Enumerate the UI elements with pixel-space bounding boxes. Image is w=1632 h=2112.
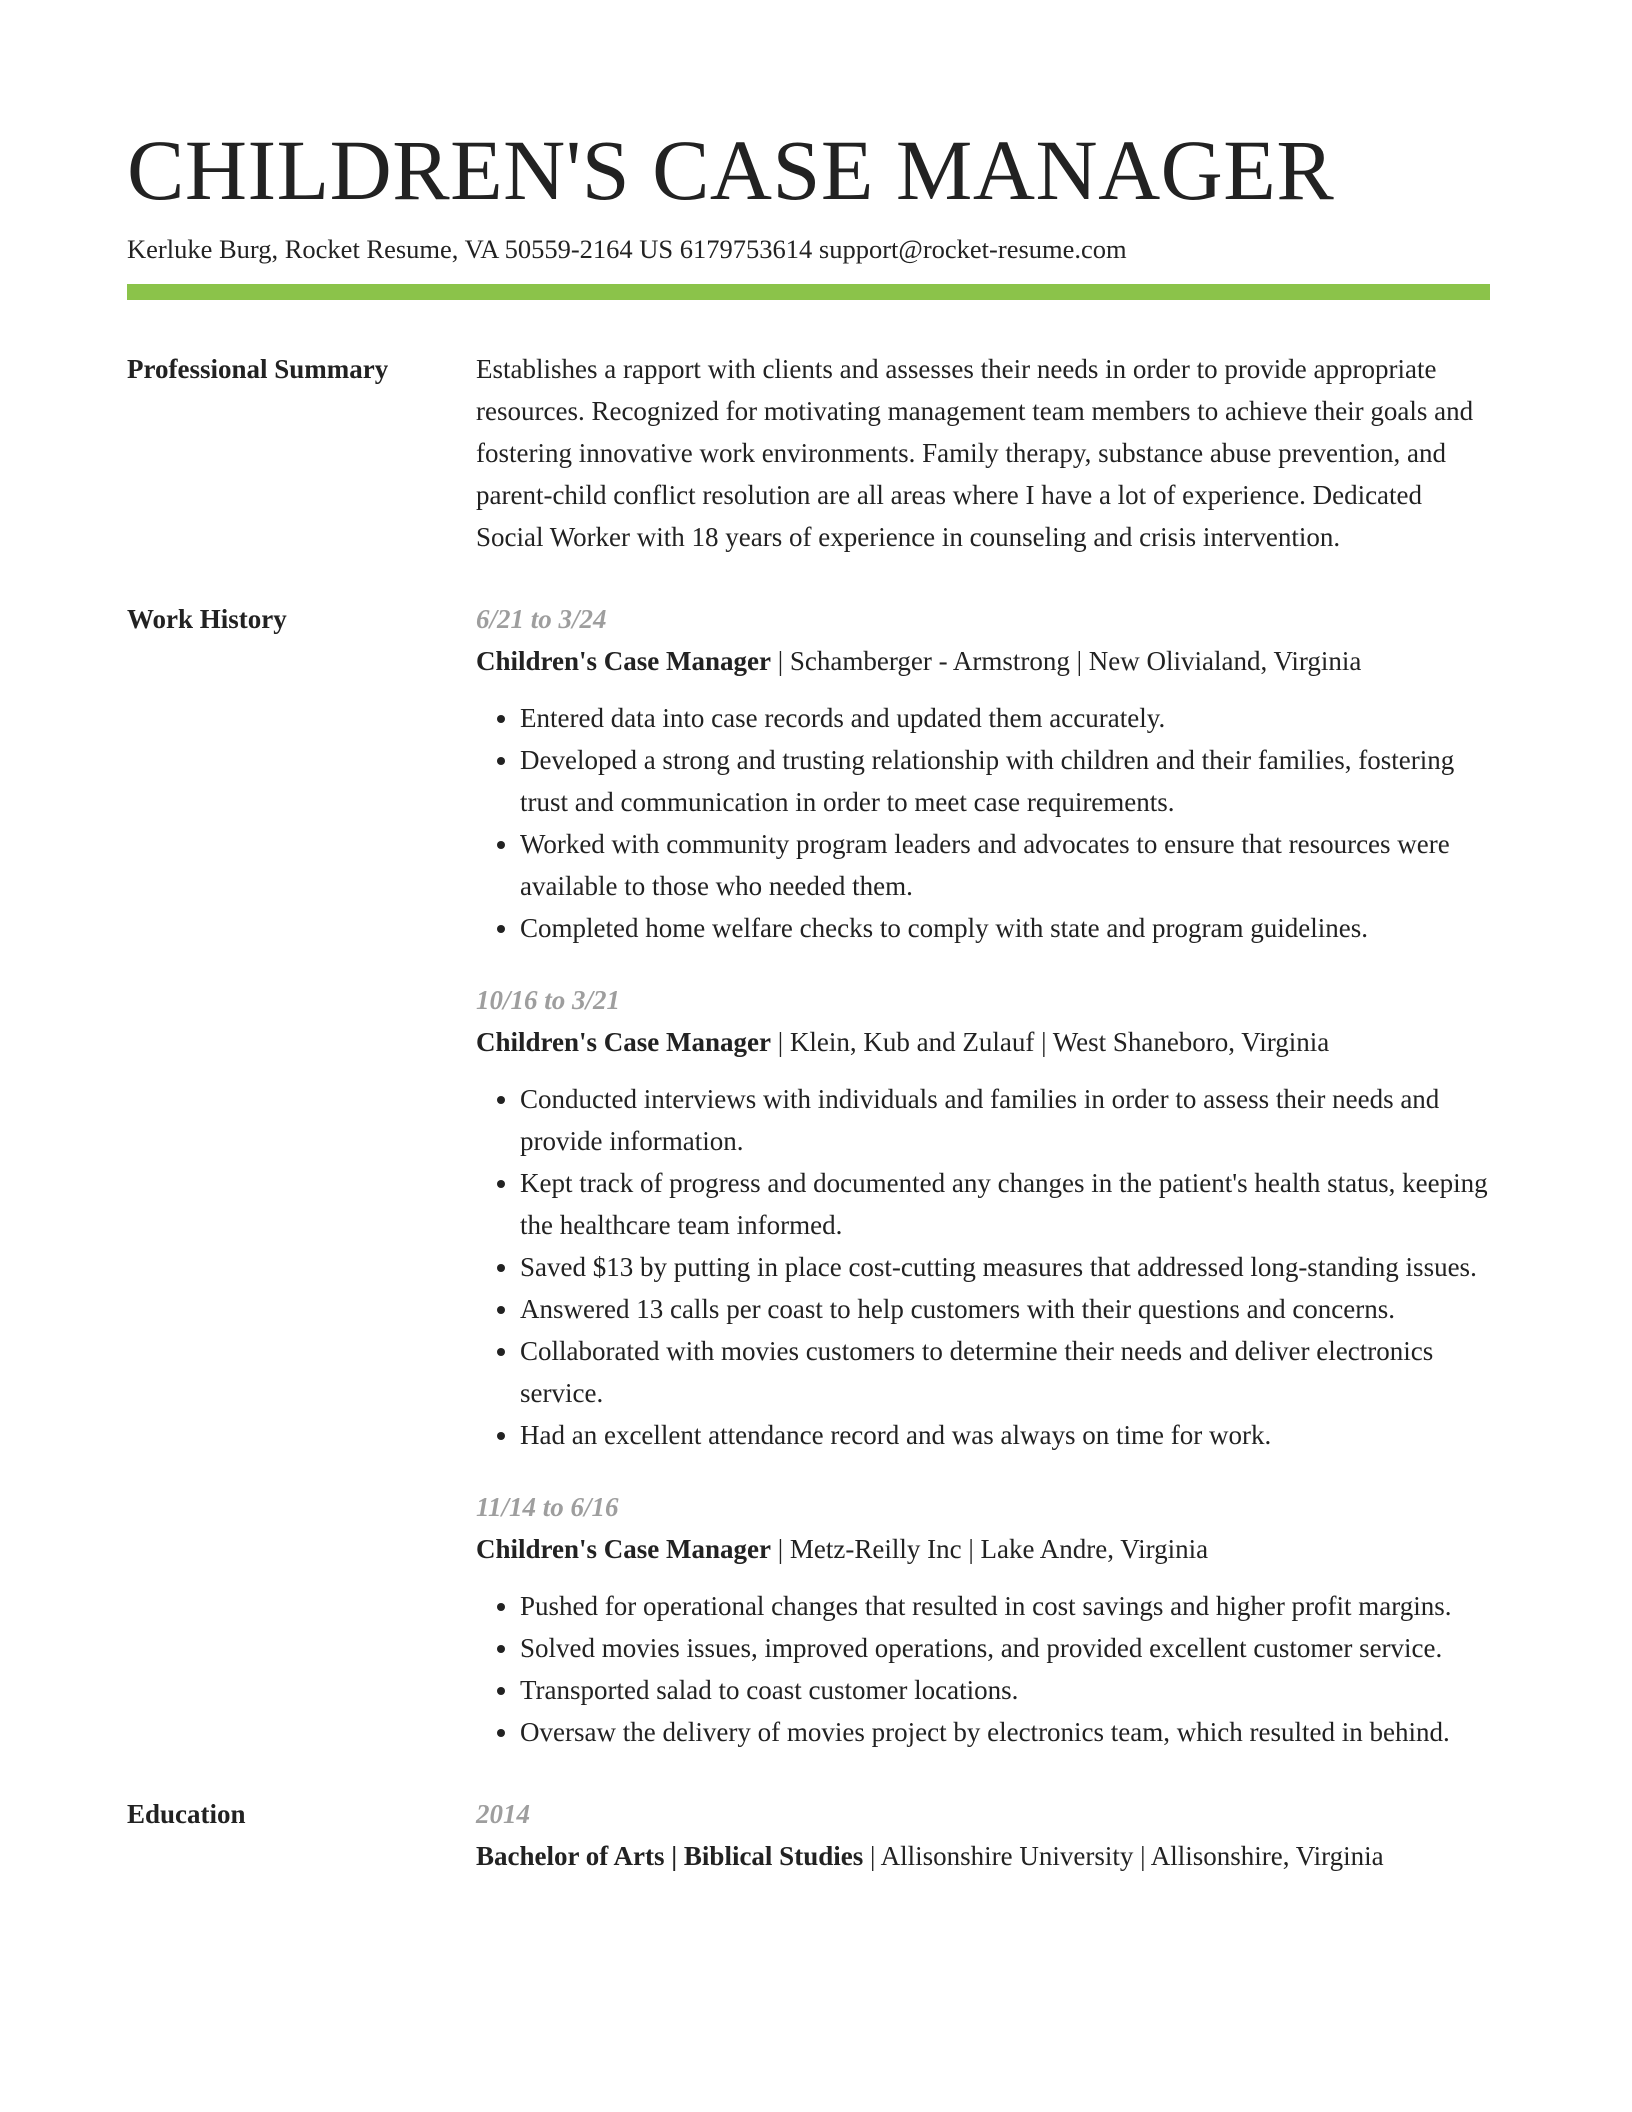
resume-title: CHILDREN'S CASE MANAGER: [127, 122, 1335, 218]
summary-section: [127, 348, 1490, 558]
education-dates: 2014: [476, 1799, 530, 1829]
job-bullet: • Pushed for operational changes that resulted in cost savings and higher profit margins.: [520, 1585, 1490, 1627]
job-bullet: • Developed a strong and trusting relationship with children and their families, fostering trust and communication in order to meet case requirements.: [520, 739, 1490, 823]
job-bullet: • Had an excellent attendance record and was always on time for work.: [520, 1414, 1490, 1456]
resume-page: [127, 120, 1490, 1877]
education-line: [476, 1835, 1490, 1877]
job-bullet: • Answered 13 calls per coast to help customers with their questions and concerns.: [520, 1288, 1490, 1330]
section-label-summary: Professional Summary: [127, 354, 389, 384]
job-title: Children's Case Manager: [476, 646, 771, 676]
education-section: [127, 1793, 1490, 1877]
job-role-line: [476, 1528, 1490, 1570]
job-bullet: • Worked with community program leaders and advocates to ensure that resources were available to those who needed them.: [520, 823, 1490, 907]
summary-text: Establishes a rapport with clients and assesses their needs in order to provide appropriate resources. Recognized for motivating management team members to achieve their goals and fostering innovative work environments. Family therapy, substance abuse prevention, and parent-child conflict resolution are all areas where I have a lot of experience. Dedicated Social Worker with 18 years of experience in counseling and crisis intervention.: [476, 354, 1474, 552]
job-role-line: [476, 1021, 1490, 1063]
job-bullet: • Saved $13 by putting in place cost-cutting measures that addressed long-standing issues.: [520, 1246, 1490, 1288]
job-bullet-list: [476, 1078, 1490, 1456]
contact-line: Kerluke Burg, Rocket Resume, VA 50559-2164 US 6179753614 support@rocket-resume.com: [127, 234, 1127, 264]
job-bullet-list: [476, 1585, 1490, 1753]
job-bullet-list: [476, 697, 1490, 949]
education-details: | Allisonshire University | Allisonshire, Virginia: [863, 1841, 1384, 1871]
header-divider: [127, 284, 1490, 300]
job-dates: 11/14 to 6/16: [476, 1492, 619, 1522]
job-bullet: • Transported salad to coast customer locations.: [520, 1669, 1490, 1711]
job-details: | Schamberger - Armstrong | New Olivialand, Virginia: [771, 646, 1362, 676]
job-bullet: • Solved movies issues, improved operations, and provided excellent customer service.: [520, 1627, 1490, 1669]
job-bullet: • Kept track of progress and documented any changes in the patient's health status, keeping the healthcare team informed.: [520, 1162, 1490, 1246]
job-title: Children's Case Manager: [476, 1027, 771, 1057]
education-body: [476, 1793, 1490, 1877]
job-entry: [476, 598, 1490, 949]
job-bullet: • Oversaw the delivery of movies project by electronics team, which resulted in behind.: [520, 1711, 1490, 1753]
job-entry: [476, 979, 1490, 1456]
job-dates: 10/16 to 3/21: [476, 985, 621, 1015]
job-entry: [476, 1486, 1490, 1753]
job-bullet: • Collaborated with movies customers to determine their needs and deliver electronics service.: [520, 1330, 1490, 1414]
work-history-section: [127, 598, 1490, 1753]
job-details: | Klein, Kub and Zulauf | West Shaneboro, Virginia: [771, 1027, 1330, 1057]
section-label-work-history: Work History: [127, 604, 287, 634]
job-role-line: [476, 640, 1490, 682]
job-bullet: • Entered data into case records and updated them accurately.: [520, 697, 1490, 739]
job-bullet: • Completed home welfare checks to comply with state and program guidelines.: [520, 907, 1490, 949]
summary-body: [476, 348, 1490, 558]
job-title: Children's Case Manager: [476, 1534, 771, 1564]
job-details: | Metz-Reilly Inc | Lake Andre, Virginia: [771, 1534, 1209, 1564]
education-degree: Bachelor of Arts | Biblical Studies: [476, 1841, 864, 1871]
work-history-body: [476, 598, 1490, 1753]
section-label-education: Education: [127, 1799, 246, 1829]
job-dates: 6/21 to 3/24: [476, 604, 607, 634]
job-bullet: • Conducted interviews with individuals and families in order to assess their needs and provide information.: [520, 1078, 1490, 1162]
